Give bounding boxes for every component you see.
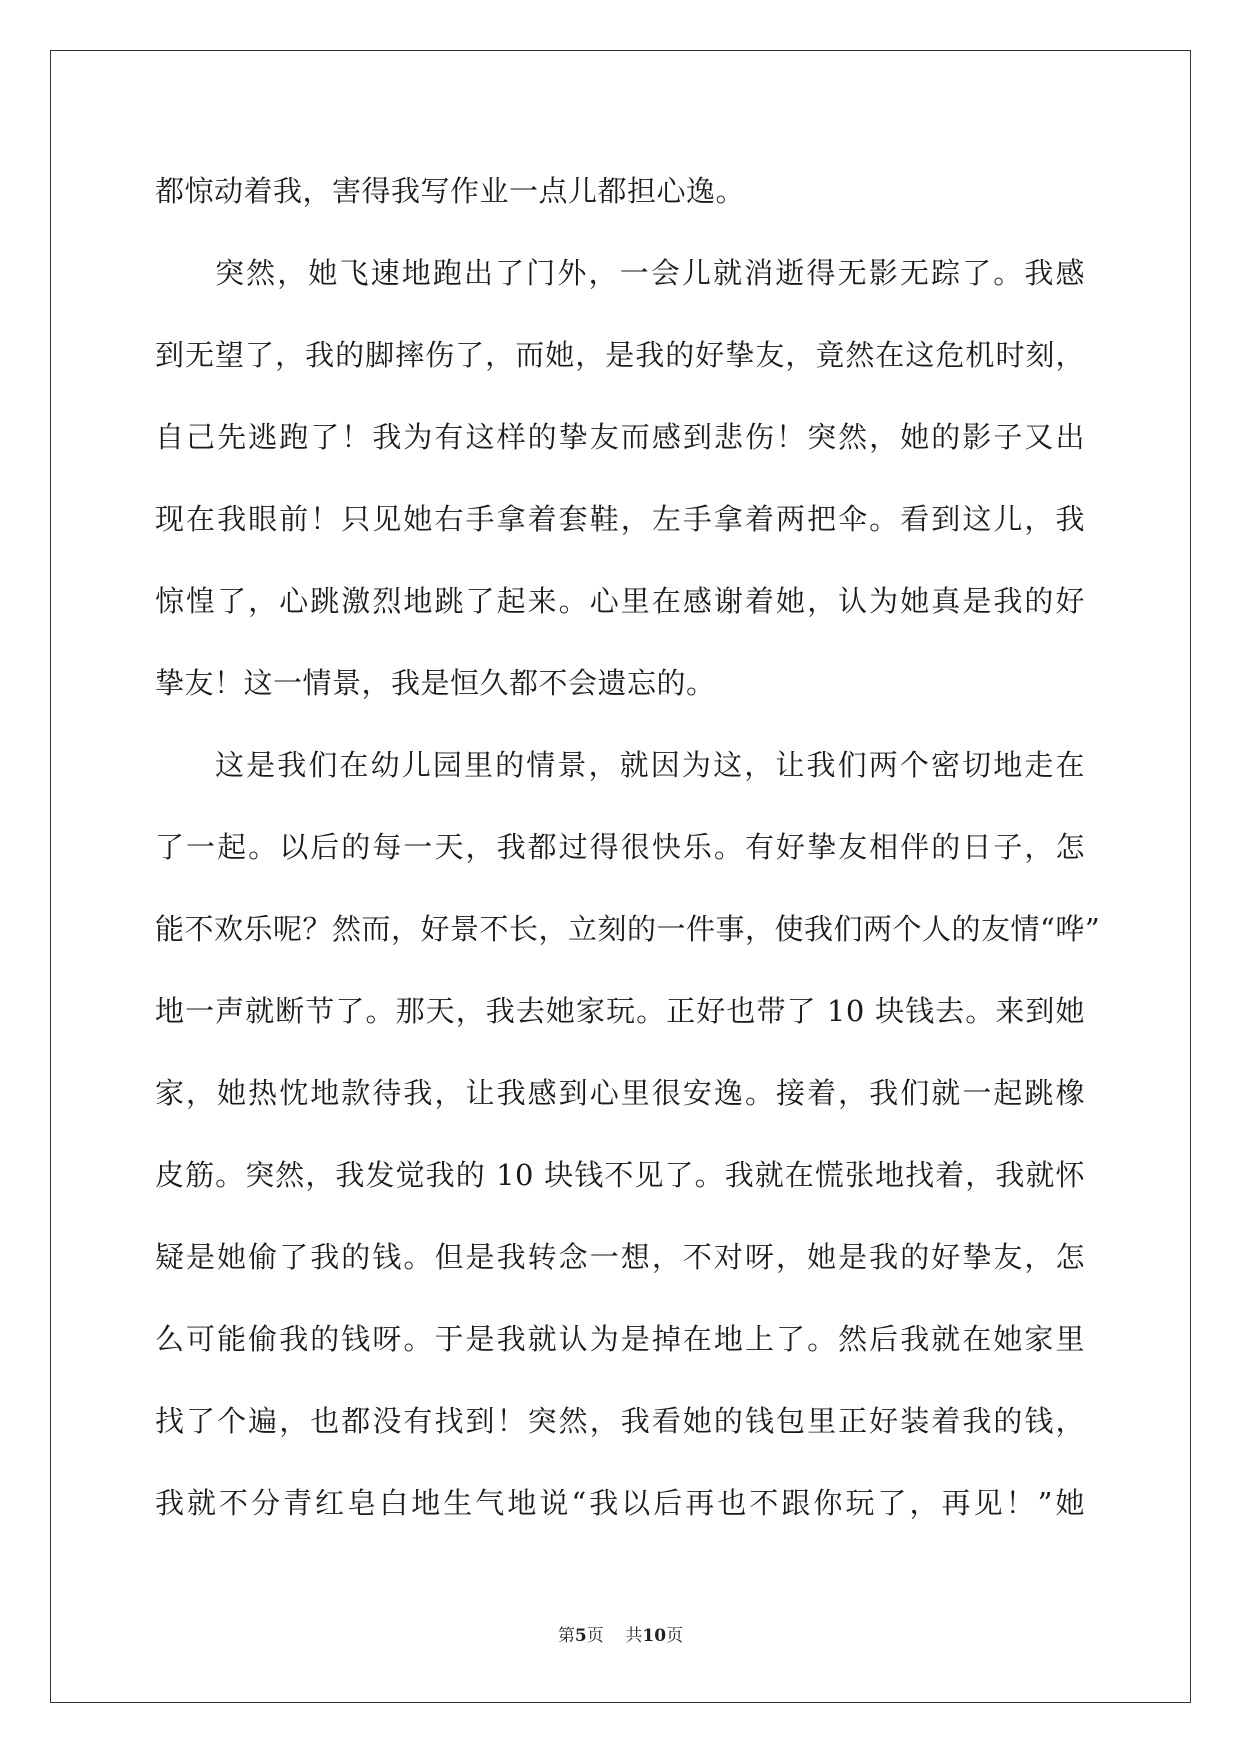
total-prefix: 共 bbox=[625, 1626, 643, 1646]
text-line-10: 能不欢乐呢？然而，好景不长，立刻的一件事，使我们两个人的友情“哗” bbox=[155, 912, 1101, 946]
text-line-16: 找了个遍，也都没有找到！突然，我看她的钱包里正好装着我的钱， bbox=[155, 1404, 1085, 1438]
text-line-5: 现在我眼前！只见她右手拿着套鞋，左手拿着两把伞。看到这儿，我 bbox=[155, 502, 1085, 536]
text-line-17: 我就不分青红皂白地生气地说“我以后再也不跟你玩了，再见！”她 bbox=[155, 1486, 1085, 1520]
total-suffix: 页 bbox=[666, 1626, 684, 1646]
text-line-9: 了一起。以后的每一天，我都过得很快乐。有好挚友相伴的日子，怎 bbox=[155, 830, 1085, 864]
text-line-3: 到无望了，我的脚摔伤了，而她，是我的好挚友，竟然在这危机时刻， bbox=[155, 338, 1085, 372]
total-pages: 10 bbox=[642, 1626, 667, 1646]
text-line-12: 家，她热忱地款待我，让我感到心里很安逸。接着，我们就一起跳橡 bbox=[155, 1076, 1085, 1110]
text-line-2: 突然，她飞速地跑出了门外，一会儿就消逝得无影无踪了。我感 bbox=[215, 256, 1085, 290]
text-line-14: 疑是她偷了我的钱。但是我转念一想，不对呀，她是我的好挚友，怎 bbox=[155, 1240, 1085, 1274]
text-line-15: 么可能偷我的钱呀。于是我就认为是掉在地上了。然后我就在她家里 bbox=[155, 1322, 1085, 1356]
page-number: 5 bbox=[574, 1626, 587, 1646]
text-line-11: 地一声就断节了。那天，我去她家玩。正好也带了 10 块钱去。来到她 bbox=[155, 994, 1085, 1028]
text-line-8: 这是我们在幼儿园里的情景，就因为这，让我们两个密切地走在 bbox=[215, 748, 1085, 782]
text-line-13: 皮筋。突然，我发觉我的 10 块钱不见了。我就在慌张地找着，我就怀 bbox=[155, 1158, 1085, 1192]
document-body bbox=[155, 150, 1101, 1544]
page-suffix: 页 bbox=[586, 1626, 604, 1646]
text-line-6: 惊惶了，心跳激烈地跳了起来。心里在感谢着她，认为她真是我的好 bbox=[155, 584, 1085, 618]
text-line-7: 挚友！这一情景，我是恒久都不会遗忘的。 bbox=[155, 666, 716, 700]
page-prefix: 第 bbox=[557, 1626, 575, 1646]
page-footer bbox=[0, 1626, 1241, 1646]
text-line-1: 都惊动着我，害得我写作业一点儿都担心逸。 bbox=[155, 174, 746, 208]
text-line-4: 自己先逃跑了！我为有这样的挚友而感到悲伤！突然，她的影子又出 bbox=[155, 420, 1085, 454]
